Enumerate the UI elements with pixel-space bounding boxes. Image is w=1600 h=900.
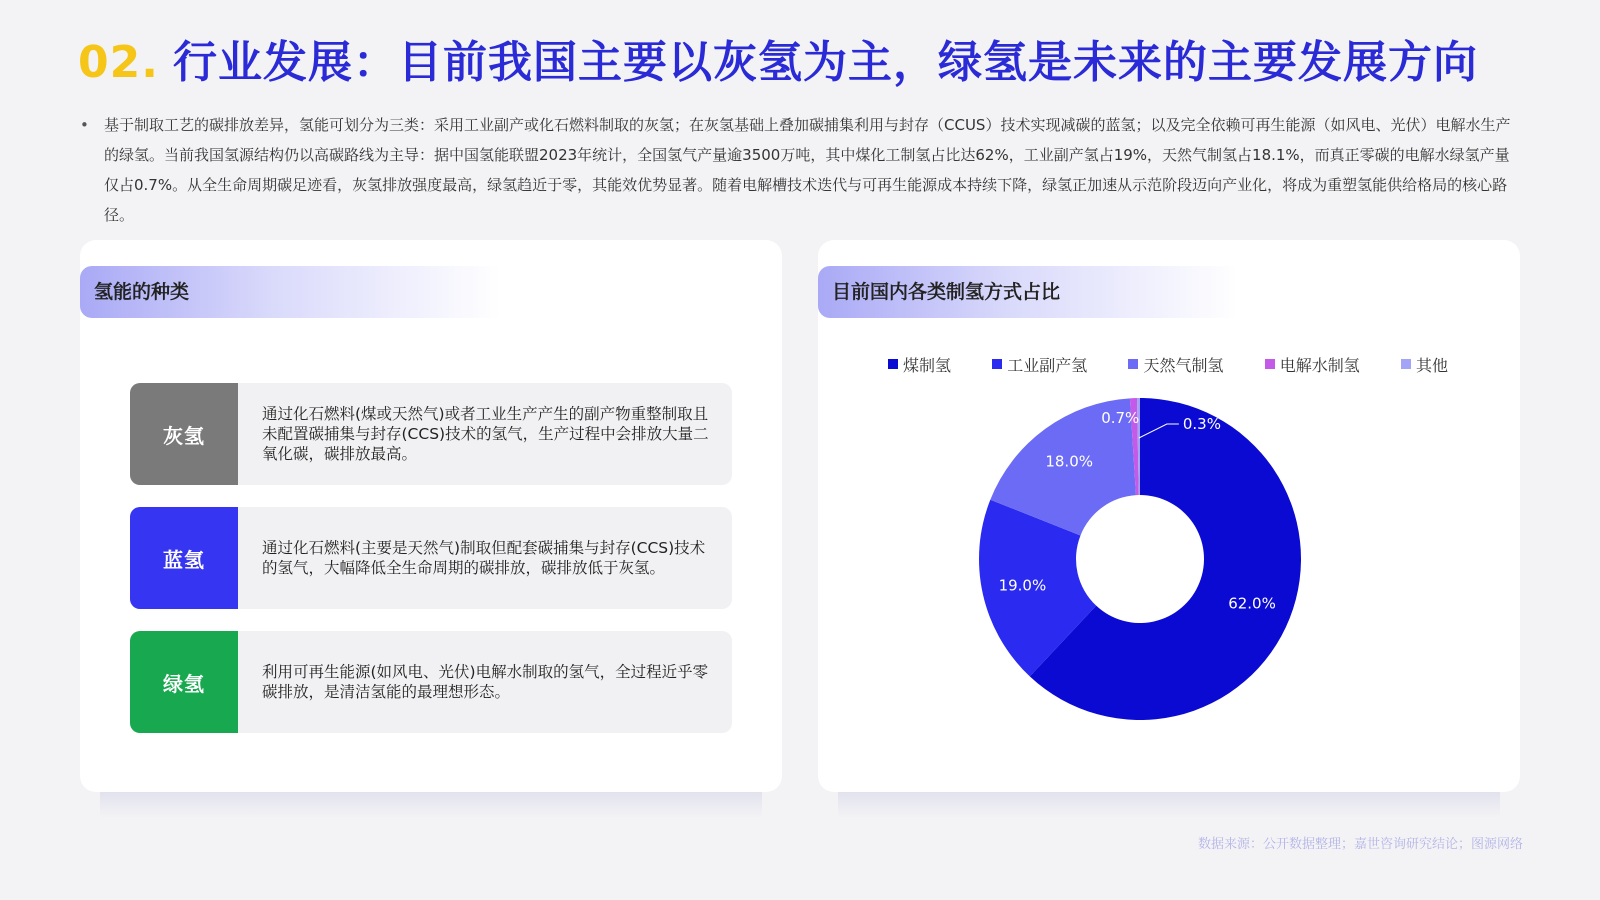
type-tag-grey: 灰氢	[130, 383, 238, 485]
title-text: 行业发展：目前我国主要以灰氢为主，绿氢是未来的主要发展方向	[172, 37, 1478, 88]
section-number: 02.	[78, 37, 159, 88]
type-tag-blue: 蓝氢	[130, 507, 238, 609]
donut-chart	[818, 240, 1520, 792]
type-desc-green: 利用可再生能源(如风电、光伏)电解水制取的氢气，全过程近乎零碳排放，是清洁氢能的最理想形态。	[262, 663, 709, 701]
legend-label: 其他	[1415, 355, 1448, 375]
card-shadow-left	[100, 790, 762, 818]
hydrogen-types-heading: 氢能的种类	[80, 266, 500, 318]
hydrogen-types-card	[80, 240, 782, 792]
production-share-heading: 目前国内各类制氢方式占比	[818, 266, 1238, 318]
page-title	[78, 26, 1478, 90]
type-desc-grey: 通过化石燃料(煤或天然气)或者工业生产产生的副产物重整制取且未配置碳捕集与封存(CCS)技术的氢气，生产过程中会排放大量二氧化碳，碳排放最高。	[262, 405, 709, 463]
slice-label: 0.7%	[1101, 409, 1140, 428]
intro-text: 基于制取工艺的碳排放差异，氢能可划分为三类：采用工业副产或化石燃料制取的灰氢；在灰氢基础上叠加碳捕集利用与封存（CCUS）技术实现减碳的蓝氢；以及完全依赖可再生能源（如风电、光伏）电解水生产的绿氢。当前我国氢源结构仍以高碳路线为主导：据中国氢能联盟2023年统计，全国氢气产量逾3500万吨，其中煤化工制氢占比达62%，工业副产氢占19%，天然气制氢占18.1%，而真正零碳的电解水绿氢产量仅占0.7%。从全生命周期碳足迹看，灰氢排放强度最高，绿氢趋近于零，其能效优势显著。随着电解槽技术迭代与可再生能源成本持续下降，绿氢正加速从示范阶段迈向产业化，将成为重塑氢能供给格局的核心路径。	[104, 116, 1511, 224]
card-shadow-right	[838, 790, 1500, 818]
slice-label: 18.0%	[1045, 452, 1093, 471]
slice-label: 19.0%	[998, 576, 1047, 595]
legend-label: 工业副产氢	[1007, 355, 1088, 375]
data-source-note: 数据来源：公开数据整理；嘉世咨询研究结论；图源网络	[1197, 837, 1523, 852]
slice-label: 0.3%	[1182, 415, 1221, 434]
type-row-blue	[130, 507, 732, 609]
intro-paragraph	[78, 110, 1524, 230]
slice-label: 62.0%	[1228, 594, 1276, 613]
type-row-grey	[130, 383, 732, 485]
legend-label: 煤制氢	[903, 355, 952, 375]
type-row-green	[130, 631, 732, 733]
type-desc-blue: 通过化石燃料(主要是天然气)制取但配套碳捕集与封存(CCS)技术的氢气，大幅降低全生命周期的碳排放，碳排放低于灰氢。	[262, 539, 706, 577]
production-share-card	[818, 240, 1520, 792]
type-tag-green: 绿氢	[130, 631, 238, 733]
legend-label: 电解水制氢	[1279, 355, 1360, 375]
bullet-icon: •	[80, 116, 89, 134]
legend-label: 天然气制氢	[1143, 355, 1224, 375]
